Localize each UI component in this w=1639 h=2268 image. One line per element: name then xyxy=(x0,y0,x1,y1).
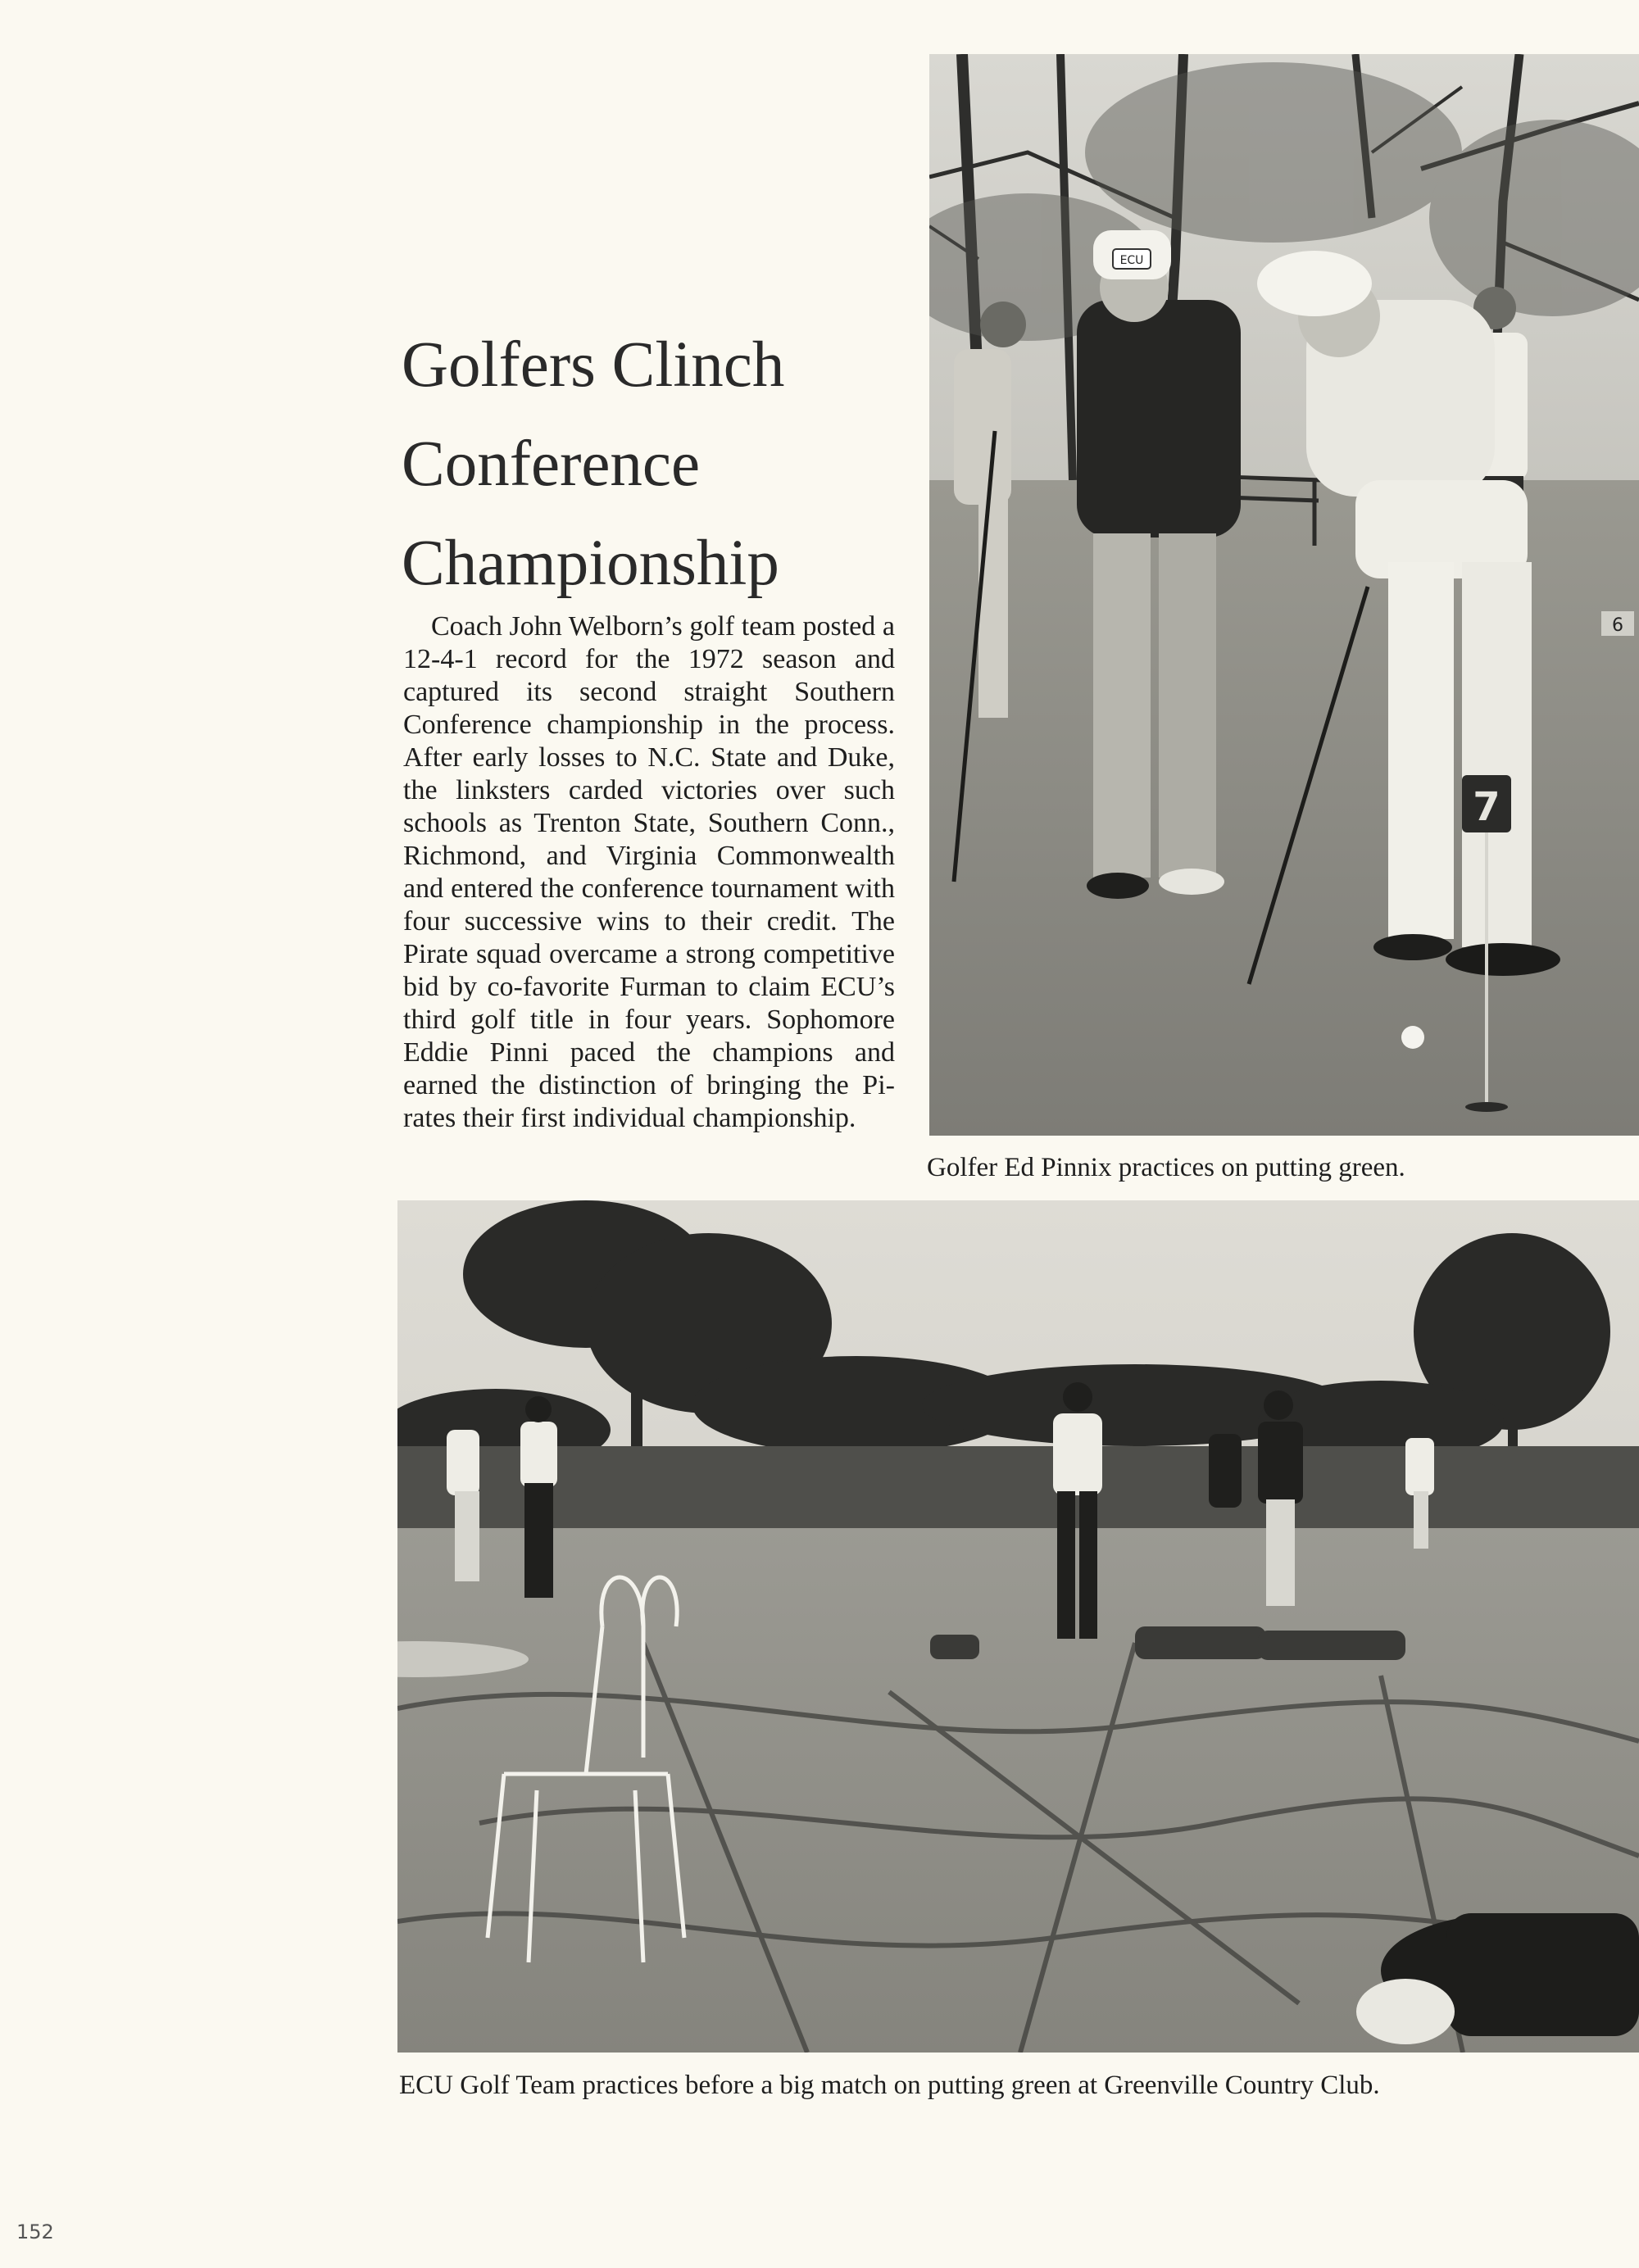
article-headline xyxy=(402,315,926,613)
headline-line-3: Championship xyxy=(402,528,779,599)
marker-number: 6 xyxy=(1612,615,1623,636)
article-body: Coach John Welborn’s golf team posted a 12-4-1 record for the 1972 season and captured its second straight Southern Conference championship in the process. After early losses to N.C. State and Duke, the linksters carded victories over such schools as Trenton State, Southern Conn., Richmond, and Virginia Commonwealth and entered the conference tournament with four successive wins to their credit. The Pirate squad overcame a strong competitive bid by co-favorite Furman to claim ECU’s third golf title in four years. Sophomore Eddie Pinni paced the champions and earned the distinction of bringing the Pirates their first individual championship. xyxy=(403,611,895,1133)
bottom-photo-caption: ECU Golf Team practices before a big match on putting green at Greenville Country Club. xyxy=(399,2071,1380,2100)
golfer-putting-photo xyxy=(929,54,1639,1136)
page-number: 152 xyxy=(16,2220,54,2243)
headline-line-1: Golfers Clinch xyxy=(402,329,785,401)
cap-logo-text: ECU xyxy=(1119,254,1144,267)
top-photo-caption: Golfer Ed Pinnix practices on putting green. xyxy=(927,1153,1405,1182)
team-practice-photo xyxy=(397,1200,1639,2053)
flag-number: 7 xyxy=(1473,784,1501,830)
headline-line-2: Conference xyxy=(402,429,701,500)
